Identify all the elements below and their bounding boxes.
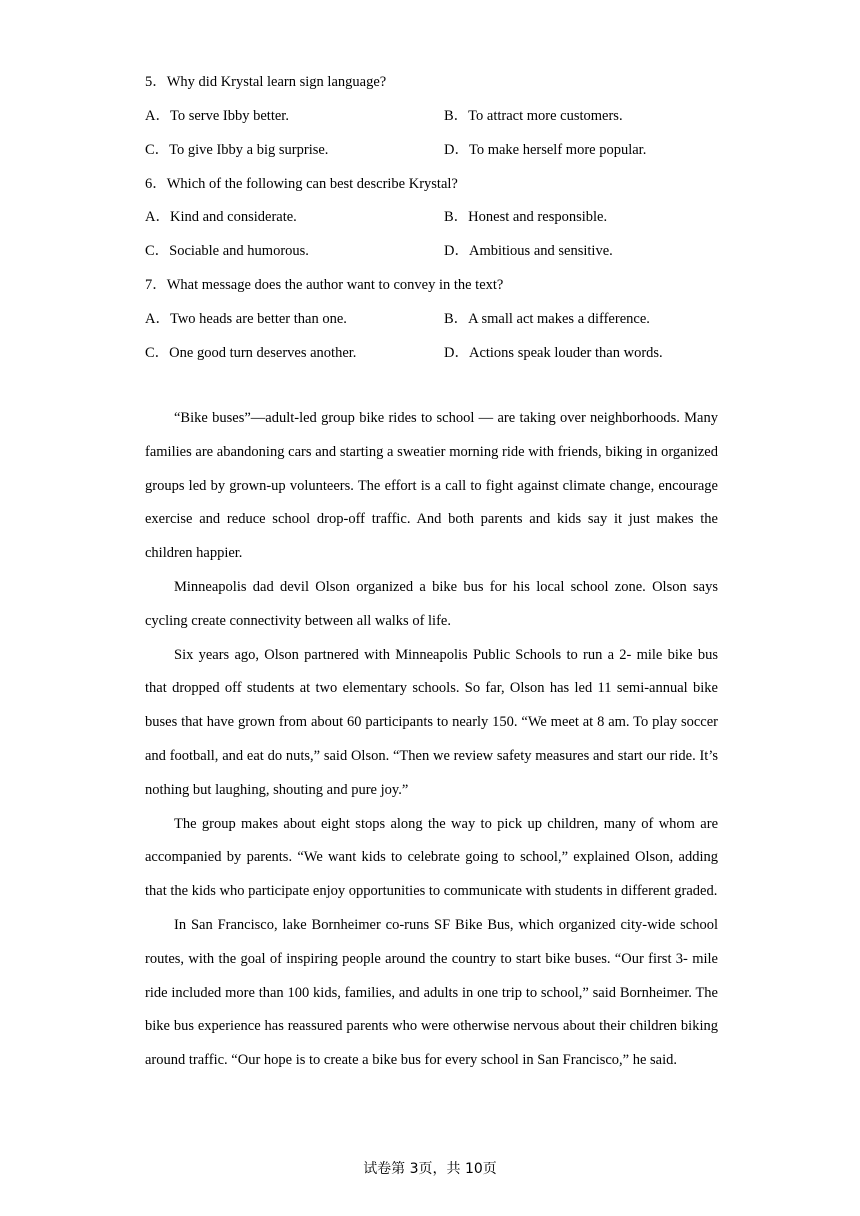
question-5-option-c: C．To give Ibby a big surprise. [145, 142, 329, 158]
question-5-stem: 5．Why did Krystal learn sign language? [145, 74, 387, 90]
question-5-option-d: D．To make herself more popular. [444, 142, 647, 158]
passage-paragraph-3: Six years ago, Olson partnered with Minneapolis Public Schools to run a 2- mile bike bus that dropped off students at two elementary schools. So far, Olson has led 11 semi-annual bike buses that have grown from about 60 participants to nearly 150. “We meet at 8 am. To play soccer and football, and eat do nuts,” said Olson. “Then we review safety measures and start our ride. It’s nothing but laughing, shouting and pure joy.” [145, 646, 718, 798]
question-5-option-b: B．To attract more customers. [444, 108, 623, 124]
page-footer: 试卷第 3页，共 10页 [363, 1161, 497, 1177]
passage-paragraph-2: Minneapolis dad devil Olson organized a bike bus for his local school zone. Olson says cycling create connectivity between all walks of life. [145, 578, 718, 629]
question-5-option-a: A．To serve Ibby better. [145, 108, 289, 124]
question-6-option-b: B．Honest and responsible. [444, 209, 608, 225]
question-7-option-b: B．A small act makes a difference. [444, 311, 650, 327]
question-6-option-c: C．Sociable and humorous. [145, 243, 309, 259]
question-6-stem: 6．Which of the following can best describe Krystal? [145, 176, 458, 192]
question-7-option-a: A．Two heads are better than one. [145, 311, 347, 327]
passage-paragraph-1: “Bike buses”—adult-led group bike rides to school — are taking over neighborhoods. Many families are abandoning cars and starting a sweatier morning ride with friends, biking in organized groups led by grown-up volunteers. The effort is a call to fight against climate change, encourage exercise and reduce school drop-off traffic. And both parents and kids say it just makes the children happier. [145, 410, 718, 562]
question-7-option-d: D．Actions speak louder than words. [444, 345, 663, 361]
question-7-stem: 7．What message does the author want to convey in the text? [145, 277, 504, 293]
reading-passage [145, 402, 718, 1078]
question-6-option-a: A．Kind and considerate. [145, 209, 297, 225]
passage-paragraph-4: The group makes about eight stops along the way to pick up children, many of whom are accompanied by parents. “We want kids to celebrate going to school,” explained Olson, adding that the kids who participate enjoy opportunities to communicate with students in different graded. [145, 815, 718, 900]
passage-paragraph-5: In San Francisco, lake Bornheimer co-runs SF Bike Bus, which organized city-wide school routes, with the goal of inspiring people around the country to start bike buses. “Our first 3- mile ride included more than 100 kids, families, and adults in one trip to school,” said Bornheimer. The bike bus experience has reassured parents who were otherwise nervous about their children biking around traffic. “Our hope is to create a bike bus for every school in San Francisco,” he said. [145, 916, 718, 1069]
question-6-option-d: D．Ambitious and sensitive. [444, 243, 613, 259]
question-7-option-c: C．One good turn deserves another. [145, 345, 357, 361]
